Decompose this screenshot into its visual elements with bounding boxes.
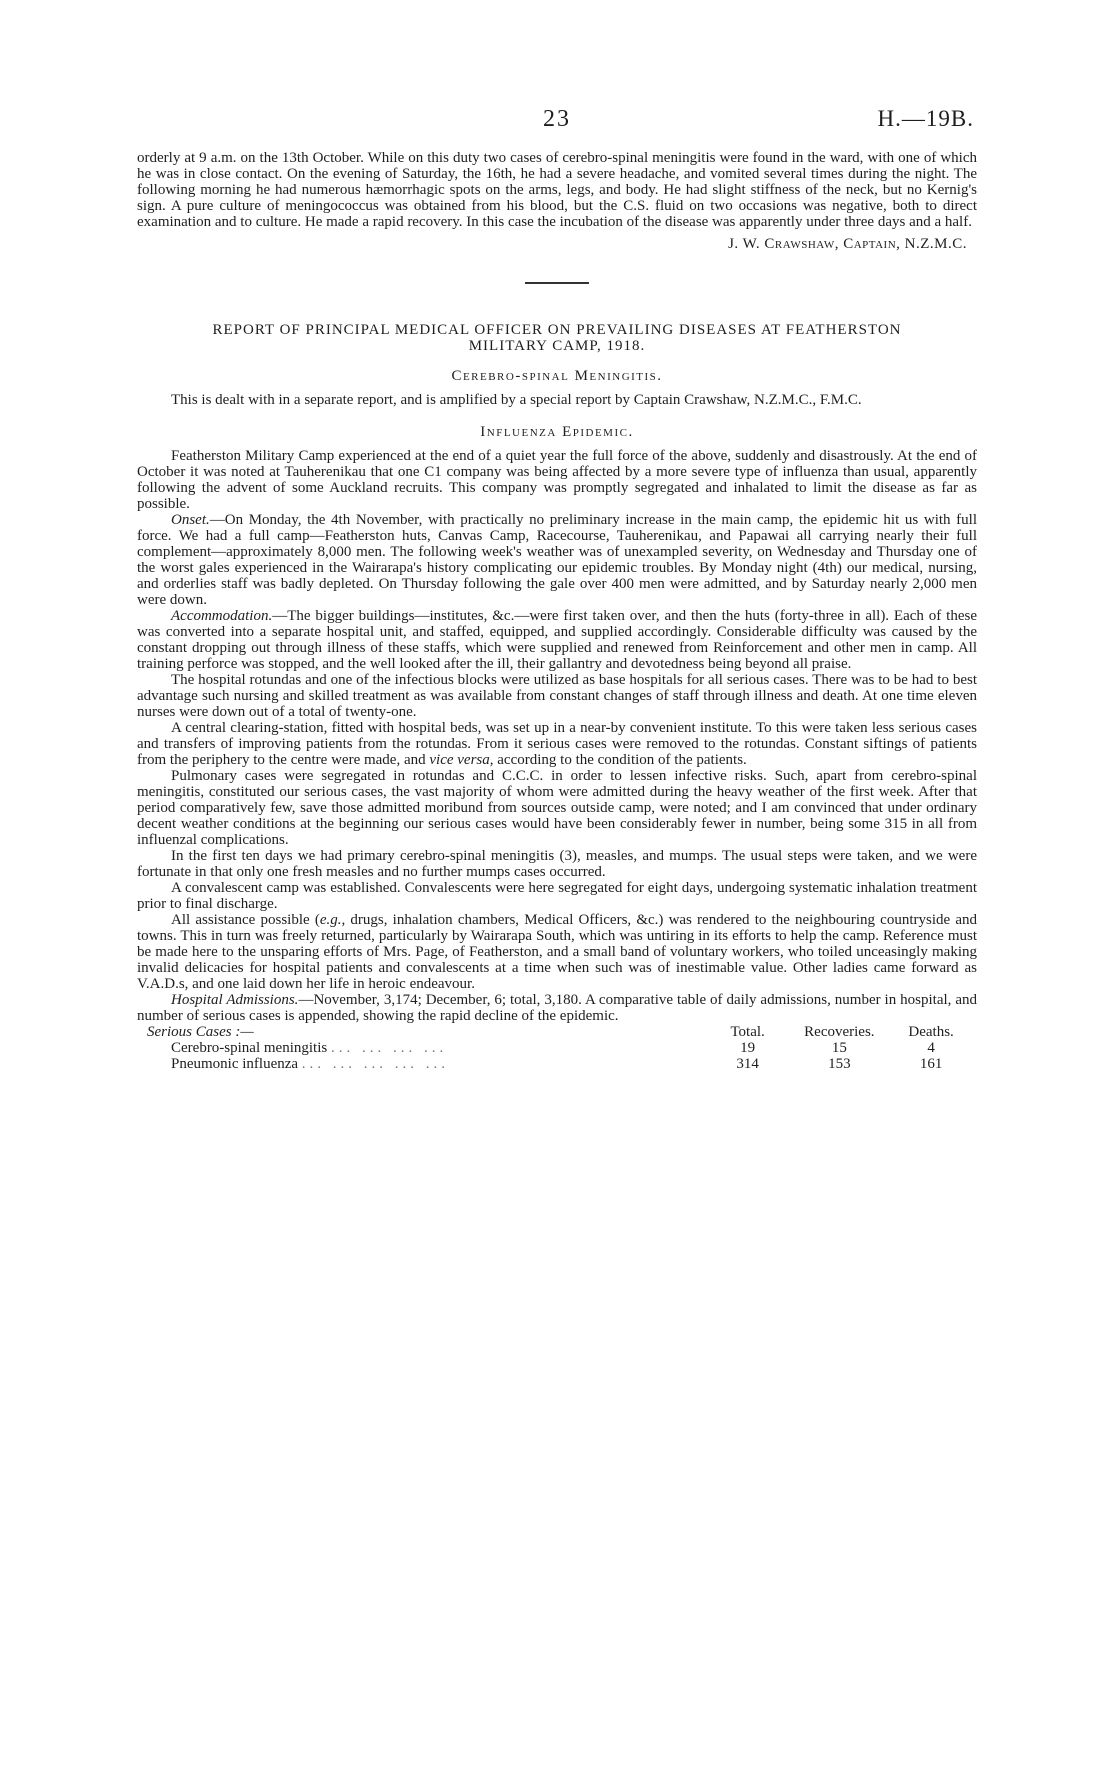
influenza-heading: Influenza Epidemic. (480, 424, 634, 440)
rotundas-paragraph: The hospital rotundas and one of the infectious blocks were utilized as base hospitals for all serious cases. There was to be had to best advantage such nursing and skilled treatment as was available from constant changes of staff through illness and death. At one time eleven nurses were down out of a total of twenty-one. (137, 672, 977, 720)
report-title-line-2: MILITARY CAMP, 1918. (468, 338, 646, 354)
serious-cases-label: Serious Cases :— (147, 1024, 254, 1040)
row-name-cell: Cerebro-spinal meningitis ... ... ... ... (171, 1040, 448, 1056)
convalescent-paragraph: A convalescent camp was established. Convalescents were here segregated for eight days, undergoing systematic inhalation treatment prior to final discharge. (137, 880, 977, 912)
table-row (137, 1040, 977, 1056)
first-ten-days-paragraph: In the first ten days we had primary cerebro-spinal meningitis (3), measles, and mumps. The usual steps were taken, and we were fortunate in that only one fresh measles and no further mumps cases occurred. (137, 848, 977, 880)
document-body (137, 150, 977, 1072)
section-divider (525, 282, 589, 284)
csm-heading: Cerebro-spinal Meningitis. (451, 368, 663, 384)
admissions-paragraph: Hospital Admissions.—November, 3,174; December, 6; total, 3,180. A comparative table of daily admissions, number in hospital, and number of serious cases is appended, showing the rapid decline of the epidemic. (137, 992, 977, 1024)
serious-cases-table (137, 1024, 977, 1072)
column-header-deaths: Deaths. (908, 1024, 954, 1040)
admissions-label: Hospital Admissions. (171, 992, 299, 1008)
paper-reference: H.—19B. (877, 106, 974, 131)
accommodation-paragraph: Accommodation.—The bigger buildings—institutes, &c.—were first taken over, and then the huts (forty-three in all). Each of these was converted into a separate hospital unit, and staffed, equipped, and supplied accordingly. Considerable difficulty was caused by the constant dropping out through illness of these staffs, which were supplied and renewed from Reinforcement and other men in camp. All training perforce was stopped, and the well looked after the ill, their gallantry and devotedness being beyond all praise. (137, 608, 977, 672)
column-header-recoveries: Recoveries. (804, 1024, 875, 1040)
onset-paragraph: Onset.—On Monday, the 4th November, with practically no preliminary increase in the main camp, the epidemic hit us with full force. We had a full camp—Featherston huts, Canvas Camp, Racecourse, Tauherenikau, and Papawai all carrying nearly their full complement—approximately 8,000 men. The following week's weather was of unexampled severity, on Wednesday and Thursday one of the worst gales experienced in the Wairarapa's history complicating our epidemic troubles. By Monday night (4th) our medical, nursing, and orderlies staff was badly depleted. On Thursday following the gale over 400 men were admitted, and by Saturday nearly 2,000 men were down. (137, 512, 977, 608)
continuation-paragraph: orderly at 9 a.m. on the 13th October. While on this duty two cases of cerebro-spinal meningitis were found in the ward, with one of which he was in close contact. On the evening of Saturday, the 16th, he had a severe headache, and vomited several times during the night. The following morning he had numerous hæmorrhagic spots on the arms, legs, and body. He had slight stiffness of the neck, but no Kernig's sign. A pure culture of meningococcus was obtained from his blood, but the C.S. fluid on two occasions was negative, both to direct examination and to culture. He made a rapid recovery. In this case the incubation of the disease was apparently under three days and a half. (137, 150, 977, 230)
table-row (137, 1056, 977, 1072)
page-number: 23 (543, 106, 571, 132)
row-recoveries-cell: 153 (828, 1056, 851, 1072)
clearing-station-paragraph: A central clearing-station, fitted with hospital beds, was set up in a near-by convenient institute. To this were taken less serious cases and transfers of improving patients from the rotundas. From it serious cases were removed to the rotundas. Constant siftings of patients from the periphery to the centre were made, and vice versa, according to the condition of the patients. (137, 720, 977, 768)
table-header-row (137, 1024, 977, 1040)
row-deaths-cell: 161 (919, 1056, 943, 1072)
accommodation-label: Accommodation. (171, 608, 273, 624)
csm-paragraph: This is dealt with in a separate report, and is amplified by a special report by Captain Crawshaw, N.Z.M.C., F.M.C. (171, 392, 862, 408)
influenza-intro-paragraph: Featherston Military Camp experienced at the end of a quiet year the full force of the above, suddenly and disastrously. At the end of October it was noted at Tauherenikau that one C1 company was being affected by a more severe type of influenza than usual, apparently following the advent of some Auckland recruits. This company was promptly segregated and inhalated to limit the disease as far as possible. (137, 448, 977, 512)
row-recoveries-cell: 15 (831, 1040, 847, 1056)
assistance-paragraph: All assistance possible (e.g., drugs, inhalation chambers, Medical Officers, &c.) was rendered to the neighbouring countryside and towns. This in turn was freely returned, particularly by Wairarapa South, which was untiring in its efforts to help the camp. Reference must be made here to the unsparing efforts of Mrs. Page, of Featherston, and a small band of voluntary workers, who toiled unceasingly making invalid delicacies for hospital patients and convalescents at a time when such was of inestimable value. Other ladies came forward as V.A.D.s, and one laid down her life in heroic endeavour. (137, 912, 977, 992)
onset-label: Onset. (171, 512, 210, 528)
column-header-total: Total. (730, 1024, 765, 1040)
pulmonary-paragraph: Pulmonary cases were segregated in rotundas and C.C.C. in order to lessen infective risks. Such, apart from cerebro-spinal meningitis, constituted our serious cases, the vast majority of whom were admitted during the heavy weather of the first week. After that period comparatively few, save those admitted moribund from sources outside camp, were noted; and I am convinced that under ordinary decent weather conditions at the beginning our serious cases would have been considerably fewer in number, being some 315 in all from influenzal complications. (137, 768, 977, 848)
signature: J. W. Crawshaw, Captain, N.Z.M.C. (728, 236, 967, 252)
row-deaths-cell: 4 (927, 1040, 935, 1056)
row-total-cell: 314 (736, 1056, 759, 1072)
row-total-cell: 19 (740, 1040, 756, 1056)
row-name-cell: Pneumonic influenza ... ... ... ... ... (171, 1056, 450, 1072)
report-title-line-1: REPORT OF PRINCIPAL MEDICAL OFFICER ON PREVAILING DISEASES AT FEATHERSTON (212, 322, 902, 338)
page-header (140, 106, 974, 136)
